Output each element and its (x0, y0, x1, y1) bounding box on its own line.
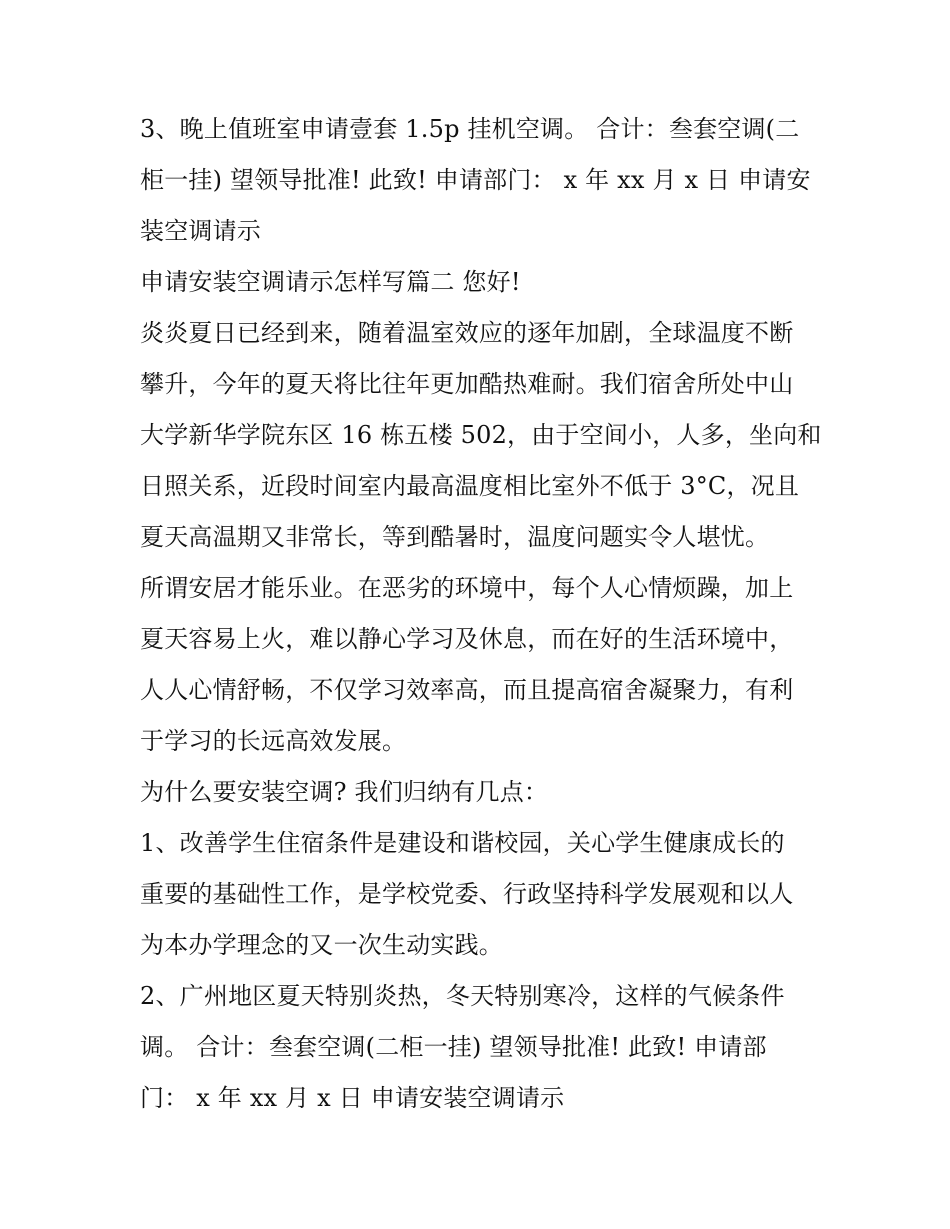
section-heading: 申请安装空调请示怎样写篇二 您好! (140, 268, 521, 296)
text-line: 人人心情舒畅，不仅学习效率高，而且提高宿舍凝聚力，有利 (140, 676, 794, 704)
text-line: 大学新华学院东区 16 栋五楼 502，由于空间小，人多，坐向和 (140, 421, 822, 449)
text-line: 日照关系，近段时间室内最高温度相比室外不低于 3°C，况且 (140, 472, 800, 500)
text-line: 调。 合计：叁套空调(二柜一挂) 望领导批准! 此致! 申请部 (140, 1033, 767, 1061)
text-line: 装空调请示 (140, 217, 261, 245)
list-item: 2、广州地区夏天特别炎热，冬天特别寒冷，这样的气候条件 (140, 982, 785, 1010)
text-line: 柜一挂) 望领导批准! 此致! 申请部门： x 年 xx 月 x 日 申请安 (140, 166, 811, 194)
text-line: 为本办学理念的又一次生动实践。 (140, 931, 503, 959)
text-line: 所谓安居才能乐业。在恶劣的环境中，每个人心情烦躁，加上 (140, 574, 794, 602)
text-line: 炎炎夏日已经到来，随着温室效应的逐年加剧，全球温度不断 (140, 319, 794, 347)
text-line: 攀升，今年的夏天将比往年更加酷热难耐。我们宿舍所处中山 (140, 370, 794, 398)
text-line: 重要的基础性工作，是学校党委、行政坚持科学发展观和以人 (140, 880, 794, 908)
text-line: 为什么要安装空调? 我们归纳有几点： (140, 778, 549, 806)
text-line: 于学习的长远高效发展。 (140, 727, 407, 755)
text-line: 夏天容易上火，难以静心学习及休息，而在好的生活环境中， (140, 625, 794, 653)
text-line: 3、晚上值班室申请壹套 1.5p 挂机空调。 合计：叁套空调(二 (140, 115, 800, 143)
text-line: 夏天高温期又非常长，等到酷暑时，温度问题实令人堪忧。 (140, 523, 770, 551)
document-body (140, 104, 820, 1124)
text-line: 门： x 年 xx 月 x 日 申请安装空调请示 (140, 1084, 565, 1112)
list-item: 1、改善学生住宿条件是建设和谐校园，关心学生健康成长的 (140, 829, 785, 857)
